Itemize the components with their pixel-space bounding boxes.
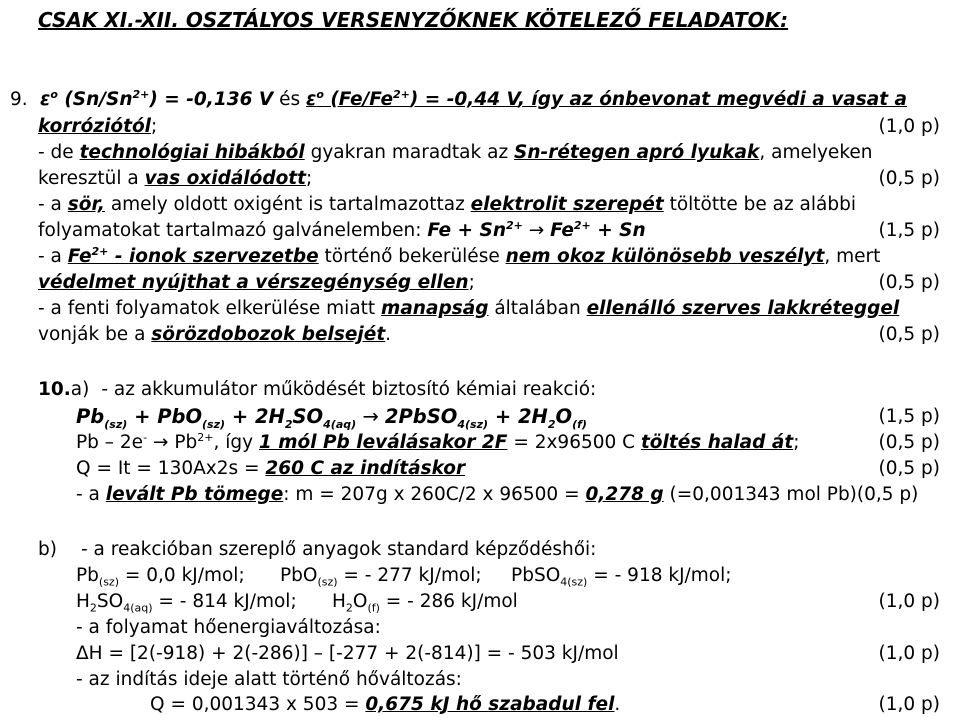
q10-b-line-5: ΔH = [2(-918) + 2(-286)] – [-277 + 2(-814)] = - 503 kJ/mol	[76, 643, 619, 664]
q10-number: 10.	[38, 379, 71, 400]
points-label: (0,5 p)	[878, 458, 940, 479]
q9-line-8: védelmet nyújthat a vérszegénység ellen;	[38, 272, 475, 293]
epsilon-fe: $\varepsilon^o$ $(Fe/Fe^{2+}) = -0,44$ V, így az ónbevonat megvédi a vasat a	[306, 87, 908, 110]
page-title: CSAK XI.-XII. OSZTÁLYOS VERSENYZŐKNEK KÖTELEZŐ FELADATOK:	[38, 8, 789, 32]
q9-line-6: folyamatokat tartalmazó galvánelemben: $Fe + Sn^{2+} \to Fe^{2+} + Sn$	[38, 218, 646, 241]
points-label: (0,5 p)	[878, 272, 940, 293]
q10-b-line-1: b) - a reakcióban szereplő anyagok standard képződéshői:	[38, 539, 597, 560]
q10-b-line-7: Q = 0,001343 x 503 = 0,675 kJ hő szabadul fel.	[150, 694, 621, 715]
points-label: (0,5 p)	[878, 432, 940, 453]
points-label: (0,5 p)	[878, 168, 940, 189]
q9-number: 9.	[10, 89, 28, 110]
q10-a-line-4: Q = It = 130Ax2s = 260 C az indításkor	[76, 458, 466, 479]
points-label: (1,0 p)	[878, 591, 940, 612]
q10-b-line-6: - az indítás ideje alatt történő hőváltozás:	[76, 669, 462, 690]
points-label: (0,5 p)	[878, 324, 940, 345]
battery-reaction: $Pb_{(sz)} + PbO_{(sz)} + 2H_2SO_{4(aq)}$ → 2PbSO$_{4(sz)}$ + $2H_2O_{(f)}$	[76, 405, 587, 431]
q9-line-1: 9. $\varepsilon^o$ $(Sn/Sn^{2+}) = -0,136$ V és $\varepsilon^o$ $(Fe/Fe^{2+}) = -0,44$ V, így az ónbevonat megvédi a vasat a	[10, 87, 908, 110]
galvanic-reaction: $Fe + Sn^{2+} \to Fe^{2+} + Sn$	[427, 218, 646, 241]
points-label: (1,0 p)	[878, 116, 940, 137]
q10-b-line-2: $Pb_{(sz)} = 0,0$ kJ/mol; PbO$_{(sz)}$ = - 277 kJ/mol; PbSO$_{4(sz)}$ = - 918 kJ/mol;	[76, 565, 732, 589]
q9-line-5: - a sör, amely oldott oxigént is tartalmazottaz elektrolit szerepét töltötte be az alábbi	[38, 194, 856, 215]
epsilon-sn: $\varepsilon^o$ $(Sn/Sn^{2+}) = -0,136$ V	[40, 87, 274, 110]
points-label: (1,5 p)	[878, 406, 940, 427]
points-label: (1,0 p)	[878, 643, 940, 664]
q9-line-9: - a fenti folyamatok elkerülése miatt manapság általában ellenálló szerves lakkréteggel	[38, 298, 900, 319]
q10-a-line-1: 10.a) - az akkumulátor működését biztosító kémiai reakció:	[38, 379, 597, 400]
q9-line-2: korróziótól;	[38, 116, 158, 137]
q9-line-3: - de technológiai hibákból gyakran maradtak az Sn-rétegen apró lyukak, amelyeken	[38, 142, 873, 163]
points-label: (1,5 p)	[878, 220, 940, 241]
points-label: (1,0 p)	[878, 694, 940, 715]
q9-line-10: vonják be a sörözdobozok belsejét.	[38, 324, 392, 345]
q10-b-line-4: - a folyamat hőenergiaváltozása:	[76, 617, 381, 638]
q9-line-4: keresztül a vas oxidálódott;	[38, 168, 313, 189]
q10-b-line-3: $H_2SO_{4(aq)}$ = - 814 kJ/mol; $H_2O_{(f)}$ = - 286 kJ/mol	[76, 591, 518, 615]
q9-line-7: - a $Fe^{2+}$ - ionok szervezetbe történő bekerülése nem okoz különösebb veszélyt, mert	[38, 244, 881, 267]
q10-a-line-3: $Pb - 2e^- \to Pb^{2+}$, így 1 mól Pb leválásakor 2F = 2x96500 C töltés halad át;	[76, 430, 800, 453]
q10-a-line-5: - a levált Pb tömege: m = 207g x 260C/2 x 96500 = 0,278 g (=0,001343 mol Pb)(0,5 p)	[76, 484, 919, 505]
